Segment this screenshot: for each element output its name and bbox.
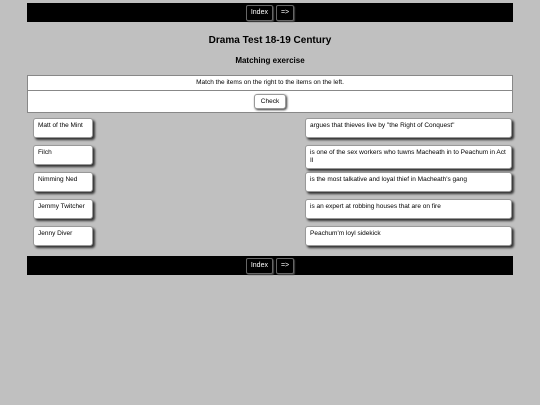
- next-button[interactable]: =>: [276, 5, 294, 21]
- left-item[interactable]: Nimming Ned: [33, 172, 93, 192]
- instructions: Match the items on the right to the items on the left.: [27, 75, 513, 91]
- right-item[interactable]: Peachum'm loyl sidekick: [305, 226, 512, 246]
- check-button[interactable]: Check: [254, 94, 286, 109]
- matching-area: [27, 113, 513, 253]
- next-button[interactable]: =>: [276, 258, 294, 274]
- left-item[interactable]: Jemmy Twitcher: [33, 199, 93, 219]
- right-item[interactable]: argues that thieves live by "the Right of Conquest": [305, 118, 512, 138]
- right-item[interactable]: is one of the sex workers who tuwns Macheath in to Peachum in Act II: [305, 145, 512, 169]
- left-item[interactable]: Filch: [33, 145, 93, 165]
- exercise-container: [27, 3, 513, 253]
- top-nav-bar: [27, 3, 513, 22]
- bottom-nav-container: [27, 256, 513, 275]
- bottom-nav-bar: [27, 256, 513, 275]
- index-button[interactable]: Index: [246, 5, 273, 21]
- left-item[interactable]: Jenny Diver: [33, 226, 93, 246]
- left-item[interactable]: Matt of the Mint: [33, 118, 93, 138]
- right-item[interactable]: is the most talkative and loyal thief in Macheath's gang: [305, 172, 512, 192]
- check-row: [27, 91, 513, 113]
- right-item[interactable]: is an expert at robbing houses that are on fire: [305, 199, 512, 219]
- index-button[interactable]: Index: [246, 258, 273, 274]
- page-title: Drama Test 18-19 Century: [208, 35, 332, 46]
- page-subtitle: Matching exercise: [235, 56, 305, 65]
